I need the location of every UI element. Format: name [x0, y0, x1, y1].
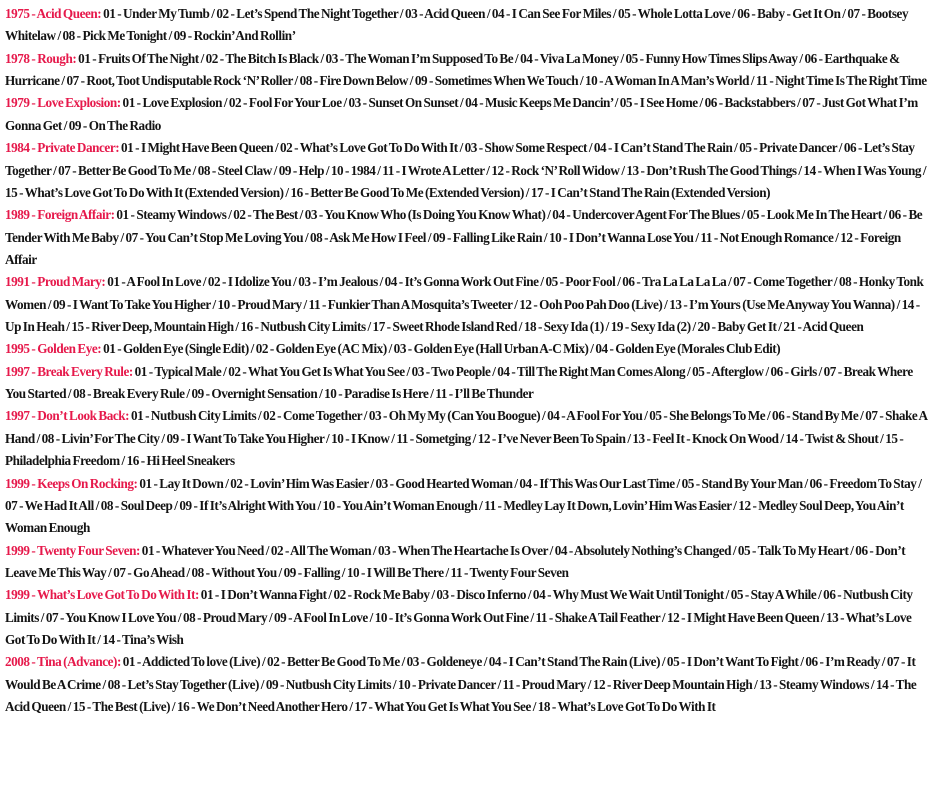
album-tracklist: 01 - Lay It Down / 02 - Lovin’ Him Was Easier / 03 - Good Hearted Woman / 04 - If This Was Our Last Time / 05 - Stand By Your Man / 06 - Freedom To Stay / 07 - We Had It All / 08 - Soul Deep / 09 - If It’s Alright With You / 10 - You Ain’t Woman Enough / 11 - Medley Lay It Down, Lovin’ Him Was Easier / 12 - Medley Soul Deep, You Ain’t Woman Enough [5, 475, 922, 536]
album-header: 1979 - Love Explosion: [5, 95, 123, 111]
album-entry [5, 204, 931, 271]
discography-document [5, 3, 931, 719]
album-tracklist: 01 - Fruits Of The Night / 02 - The Bitch Is Black / 03 - The Woman I’m Supposed To Be / 04 - Viva La Money / 05 - Funny How Times Slips Away / 06 - Earthquake & Hurricane / 07 - Root, Toot Undisputable Rock ‘N’ Roller / 08 - Fire Down Below / 09 - Sometimes When We Touch / 10 - A Woman In A Man’s World / 11 - Night Time Is The Right Time [5, 50, 927, 89]
album-tracklist: 01 - Whatever You Need / 02 - All The Woman / 03 - When The Heartache Is Over / 04 - Absolutely Nothing’s Changed / 05 - Talk To My Heart / 06 - Don’t Leave Me This Way / 07 - Go Ahead / 08 - Without You / 09 - Falling / 10 - I Will Be There / 11 - Twenty Four Seven [5, 542, 906, 580]
album-header: 1999 - What’s Love Got To Do With It: [5, 587, 201, 603]
album-tracklist: 01 - I Might Have Been Queen / 02 - What’s Love Got To Do With It / 03 - Show Some Respect / 04 - I Can’t Stand The Rain / 05 - Private Dancer / 06 - Let’s Stay Together / 07 - Better Be Good To Me / 08 - Steel Claw / 09 - Help / 10 - 1984 / 11 - I Wrote A Letter / 12 - Rock ‘N’ Roll Widow / 13 - Don’t Rush The Good Things / 14 - When I Was Young / 15 - What’s Love Got To Do With It (Extended Version) / 16 - Better Be Good To Me (Extended Version) / 17 - I Can’t Stand The Rain (Extended Version) [5, 140, 927, 200]
album-header: 1978 - Rough: [5, 50, 79, 66]
album-entry [5, 137, 931, 204]
album-tracklist: 01 - Typical Male / 02 - What You Get Is What You See / 03 - Two People / 04 - Till The Right Man Comes Along / 05 - Afterglow / 06 - Girls / 07 - Break Where You Started / 08 - Break Every Rule / 09 - Overnight Sensation / 10 - Paradise Is Here / 11 - I’ll Be Thunder [5, 363, 913, 402]
album-tracklist: 01 - Addicted To love (Live) / 02 - Better Be Good To Me / 03 - Goldeneye / 04 - I Can’t Stand The Rain (Live) / 05 - I Don’t Want To Fight / 06 - I’m Ready / 07 - It Would Be A Crime / 08 - Let’s Stay Together (Live) / 09 - Nutbush City Limits / 10 - Private Dancer / 11 - Proud Mary / 12 - River Deep Mountain High / 13 - Steamy Windows / 14 - The Acid Queen / 15 - The Best (Live) / 16 - We Don’t Need Another Hero / 17 - What You Get Is What You See / 18 - What’s Love Got To Do With It [5, 654, 917, 715]
album-entry [5, 473, 931, 540]
album-entry [5, 92, 931, 137]
album-entry [5, 651, 931, 718]
album-entry [5, 584, 931, 651]
album-entry [5, 540, 931, 585]
album-header: 1999 - Keeps On Rocking: [5, 475, 140, 491]
album-entry [5, 271, 931, 338]
album-header: 1995 - Golden Eye: [5, 341, 104, 357]
album-list [5, 3, 931, 719]
album-tracklist: 01 - Nutbush City Limits / 02 - Come Together / 03 - Oh My My (Can You Boogue) / 04 - A Fool For You / 05 - She Belongs To Me / 06 - Stand By Me / 07 - Shake A Hand / 08 - Livin’ For The City / 09 - I Want To Take You Higher / 10 - I Know / 11 - Sometging / 12 - I’ve Never Been To Spain / 13 - Feel It - Knock On Wood / 14 - Twist & Shout / 15 - Philadelphia Freedom / 16 - Hi Heel Sneakers [5, 408, 927, 469]
album-entry [5, 405, 931, 472]
album-tracklist: 01 - I Don’t Wanna Fight / 02 - Rock Me Baby / 03 - Disco Inferno / 04 - Why Must We Wait Until Tonight / 05 - Stay A While / 06 - Nutbush City Limits / 07 - You Know I Love You / 08 - Proud Mary / 09 - A Fool In Love / 10 - It’s Gonna Work Out Fine / 11 - Shake A Tail Feather / 12 - I Might Have Been Queen / 13 - What’s Love Got To Do With It / 14 - Tina’s Wish [5, 587, 913, 648]
album-tracklist: 01 - Steamy Windows / 02 - The Best / 03 - You Know Who (Is Doing You Know What) / 04 - Undercover Agent For The Blues / 05 - Look Me In The Heart / 06 - Be Tender With Me Baby / 07 - You Can’t Stop Me Loving You / 08 - Ask Me How I Feel / 09 - Falling Like Rain / 10 - I Don’t Wanna Lose You / 11 - Not Enough Romance / 12 - Foreign Affair [5, 207, 923, 267]
album-tracklist: 01 - Under My Tumb / 02 - Let’s Spend The Night Together / 03 - Acid Queen / 04 - I Can See For Miles / 05 - Whole Lotta Love / 06 - Baby - Get It On / 07 - Bootsey Whitelaw / 08 - Pick Me Tonight / 09 - Rockin’ And Rollin’ [5, 6, 909, 44]
album-header: 1997 - Don’t Look Back: [5, 408, 131, 424]
album-header: 1991 - Proud Mary: [5, 274, 108, 290]
album-entry [5, 3, 931, 48]
album-entry [5, 338, 931, 360]
album-header: 1997 - Break Every Rule: [5, 363, 135, 379]
album-tracklist: 01 - A Fool In Love / 02 - I Idolize You / 03 - I’m Jealous / 04 - It’s Gonna Work Out Fine / 05 - Poor Fool / 06 - Tra La La La La / 07 - Come Together / 08 - Honky Tonk Women / 09 - I Want To Take You Higher / 10 - Proud Mary / 11 - Funkier Than A Mosquita’s Tweeter / 12 - Ooh Poo Pah Doo (Live) / 13 - I’m Yours (Use Me Anyway You Wanna) / 14 - Up In Heah / 15 - River Deep, Mountain High / 16 - Nutbush City Limits / 17 - Sweet Rhode Island Red / 18 - Sexy Ida (1) / 19 - Sexy Ida (2) / 20 - Baby Get It / 21 - Acid Queen [5, 274, 924, 335]
album-entry [5, 361, 931, 406]
album-header: 2008 - Tina (Advance): [5, 654, 123, 670]
album-header: 1999 - Twenty Four Seven: [5, 542, 142, 558]
album-tracklist: 01 - Love Explosion / 02 - Fool For Your Loe / 03 - Sunset On Sunset / 04 - Music Keeps Me Dancin’ / 05 - I See Home / 06 - Backstabbers / 07 - Just Got What I’m Gonna Get / 09 - On The Radio [5, 95, 918, 133]
album-header: 1984 - Private Dancer: [5, 140, 122, 156]
album-tracklist: 01 - Golden Eye (Single Edit) / 02 - Golden Eye (AC Mix) / 03 - Golden Eye (Hall Urban A-C Mix) / 04 - Golden Eye (Morales Club Edit) [103, 341, 781, 357]
album-header: 1989 - Foreign Affair: [5, 207, 117, 223]
album-header: 1975 - Acid Queen: [5, 6, 104, 21]
album-entry [5, 48, 931, 93]
